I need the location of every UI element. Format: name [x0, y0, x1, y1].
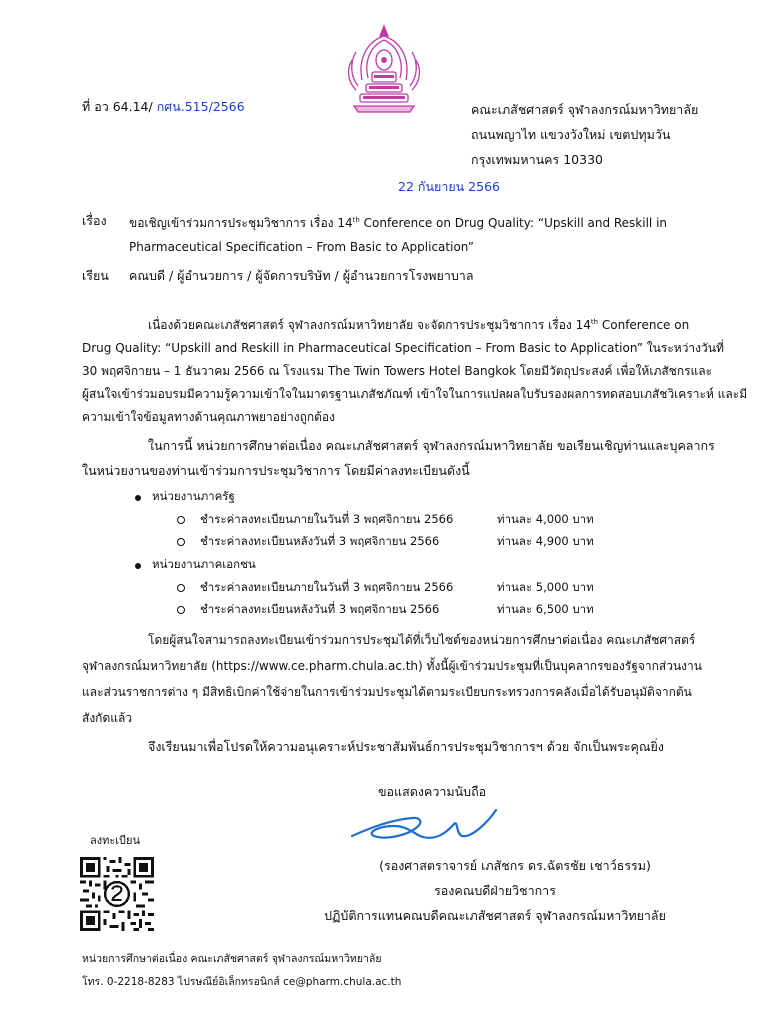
paragraph-text: ในหน่วยงานของท่านเข้าร่วมการประชุมวิชาการ โดยมีค่าลงทะเบียนดังนี้	[82, 463, 470, 478]
fee-item-label: ชำระค่าลงทะเบียนหลังวันที่ 3 พฤศจิกายน 2566	[200, 534, 440, 548]
paragraph-text: จุฬาลงกรณ์มหาวิทยาลัย (https://www.ce.pharm.chula.ac.th) ทั้งนี้ผู้เข้าร่วมประชุมที่เป็นบุคลากรของรัฐจากส่วนงาน	[82, 659, 702, 673]
subject-line-2: Pharmaceutical Specification – From Basic to Application”	[129, 240, 474, 254]
circle-bullet-icon	[177, 538, 185, 546]
register-label: ลงทะเบียน	[90, 834, 140, 847]
signatory-position: รองคณบดีฝ่ายวิชาการ	[434, 883, 556, 898]
fee-item-label: ชำระค่าลงทะเบียนหลังวันที่ 3 พฤศจิกายน 2566	[200, 602, 440, 616]
registration-qr-code[interactable]	[80, 857, 154, 931]
address-line: ถนนพญาไท แขวงวังใหม่ เขตปทุมวัน	[471, 127, 671, 142]
reference-code: กศน.515/2566	[156, 99, 245, 114]
reference-prefix: ที่ อว 64.14/	[82, 99, 157, 114]
letter-date: 22 กันยายน 2566	[398, 179, 500, 194]
signatory-name: (รองศาสตราจารย์ เภสัชกร ดร.ฉัตรชัย เชาว์ธรรม)	[379, 858, 651, 873]
paragraph-text: ผู้สนใจเข้าร่วมอบรมมีความรู้ความเข้าใจในมาตรฐานเภสัชภัณฑ์ เข้าใจในการแปลผลใบรับรองผลการทดสอบเภสัชวิเคราะห์ และมี	[82, 387, 748, 401]
body-paragraph-4: จึงเรียนมาเพื่อโปรดให้ความอนุเคราะห์ประชาสัมพันธ์การประชุมวิชาการฯ ด้วย จักเป็นพระคุณยิ่ง	[148, 739, 664, 754]
address-line: กรุงเทพมหานคร 10330	[471, 152, 603, 167]
body-paragraph-2	[82, 433, 715, 483]
paragraph-text: ในการนี้ หน่วยการศึกษาต่อเนื่อง คณะเภสัชศาสตร์ จุฬาลงกรณ์มหาวิทยาลัย ขอเรียนเชิญท่านและบุคลากร	[148, 438, 715, 453]
signatory-position: ปฏิบัติการแทนคณบดีคณะเภสัชศาสตร์ จุฬาลงกรณ์มหาวิทยาลัย	[324, 908, 666, 923]
paragraph-text: สังกัดแล้ว	[82, 711, 133, 725]
paragraph-text: 30 พฤศจิกายน – 1 ธันวาคม 2566 ณ โรงแรม The Twin Towers Hotel Bangkok โดยมีวัตถุประสงค์ เพื่อให้เภสัชกรและ	[82, 364, 713, 378]
footer-contact	[82, 948, 401, 994]
subject-text	[129, 211, 667, 259]
address-line: คณะเภสัชศาสตร์ จุฬาลงกรณ์มหาวิทยาลัย	[471, 102, 699, 117]
paragraph-text: เนื่องด้วยคณะเภสัชศาสตร์ จุฬาลงกรณ์มหาวิทยาลัย จะจัดการประชุมวิชาการ เรื่อง 14	[148, 318, 591, 332]
sender-address	[471, 97, 698, 172]
circle-bullet-icon	[177, 606, 185, 614]
fee-item-label: ชำระค่าลงทะเบียนภายในวันที่ 3 พฤศจิกายน 2566	[200, 512, 454, 526]
bullet-icon	[135, 563, 141, 569]
signature-icon	[350, 808, 500, 850]
fee-item-price: ท่านละ 6,500 บาท	[497, 602, 594, 616]
closing-text: ขอแสดงความนับถือ	[378, 784, 487, 799]
fee-item-price: ท่านละ 4,000 บาท	[497, 512, 594, 526]
fee-item-price: ท่านละ 5,000 บาท	[497, 580, 594, 594]
university-crest-icon	[344, 22, 424, 114]
paragraph-text: และส่วนราชการต่าง ๆ มีสิทธิเบิกค่าใช้จ่ายในการเข้าร่วมประชุมได้ตามระเบียบกระทรวงการคลังเมื่อได้รับอนุมัติจากต้น	[82, 685, 692, 699]
fee-group-title: หน่วยงานภาคเอกชน	[152, 557, 256, 571]
recipient-text: คณบดี / ผู้อำนวยการ / ผู้จัดการบริษัท / ผู้อำนวยการโรงพยาบาล	[129, 268, 474, 283]
body-paragraph-1	[82, 314, 748, 429]
subject-line-1-end: Conference on Drug Quality: “Upskill and Reskill in	[359, 216, 668, 230]
circle-bullet-icon	[177, 516, 185, 524]
paragraph-text: Conference on	[598, 318, 690, 332]
superscript: th	[352, 216, 360, 224]
footer-phone-email: โทร. 0-2218-8283 ไปรษณีย์อิเล็กทรอนิกส์ ce@pharm.chula.ac.th	[82, 976, 402, 988]
circle-bullet-icon	[177, 584, 185, 592]
paragraph-text: ความเข้าใจข้อมูลทางด้านคุณภาพยาอย่างถูกต้อง	[82, 410, 335, 424]
signatory-block	[255, 853, 715, 928]
fee-group-title: หน่วยงานภาครัฐ	[152, 489, 235, 503]
reference-number	[82, 97, 245, 117]
superscript: th	[590, 318, 599, 326]
subject-label: เรื่อง	[82, 213, 107, 228]
fee-item-label: ชำระค่าลงทะเบียนภายในวันที่ 3 พฤศจิกายน 2566	[200, 580, 454, 594]
paragraph-text: Drug Quality: “Upskill and Reskill in Pharmaceutical Specification – From Basic to Application” ในระหว่างวันที่	[82, 341, 724, 355]
subject-line-1: ขอเชิญเข้าร่วมการประชุมวิชาการ เรื่อง 14	[129, 216, 353, 230]
bullet-icon	[135, 495, 141, 501]
recipient-label: เรียน	[82, 268, 109, 283]
fee-item-price: ท่านละ 4,900 บาท	[497, 534, 594, 548]
paragraph-text: โดยผู้สนใจสามารถลงทะเบียนเข้าร่วมการประชุมได้ที่เว็บไซต์ของหน่วยการศึกษาต่อเนื่อง คณะเภสัชศาสตร์	[148, 633, 696, 647]
footer-unit: หน่วยการศึกษาต่อเนื่อง คณะเภสัชศาสตร์ จุฬาลงกรณ์มหาวิทยาลัย	[82, 953, 382, 965]
body-paragraph-3	[82, 627, 702, 731]
